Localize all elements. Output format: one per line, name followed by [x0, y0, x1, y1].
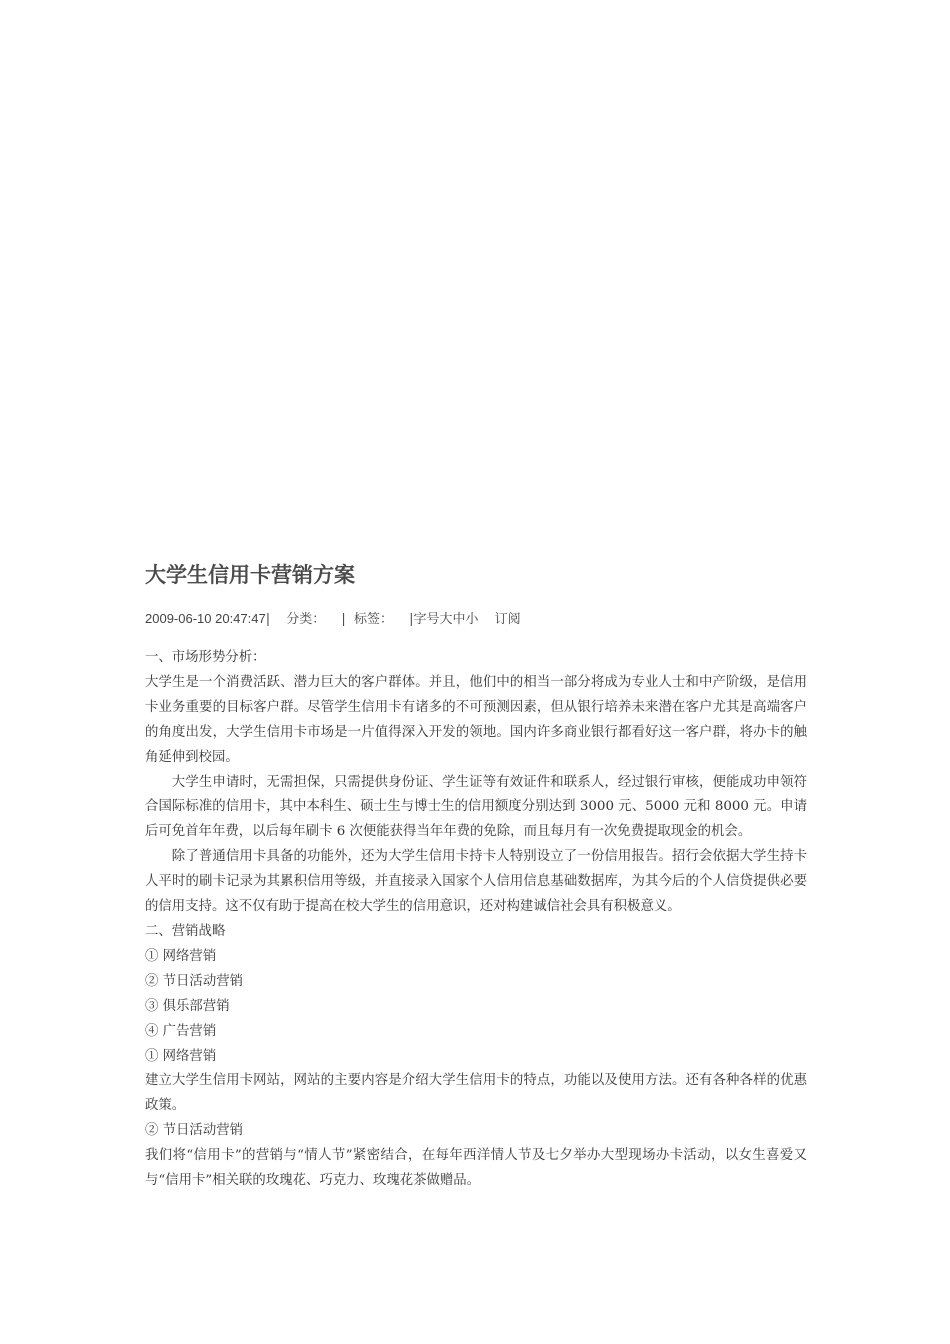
article-meta	[145, 608, 807, 630]
body-paragraph: ③ 俱乐部营销	[145, 998, 230, 1014]
post-datetime: 2009-06-10 20:47:47	[145, 611, 266, 626]
category-label[interactable]: 分类：	[286, 612, 326, 627]
body-paragraph: 大学生是一个消费活跃、潜力巨大的客户群体。并且，他们中的相当一部分将成为专业人士和中产阶级，是信用卡业务重要的目标客户群。尽管学生信用卡有诸多的不可预测因素，但从银行培养未来潜在客户尤其是高端客户的角度出发，大学生信用卡市场是一片值得深入开发的领地。国内许多商业银行都看好这一客户群，将办卡的触角延伸到校园。	[145, 674, 807, 765]
body-paragraph: ① 网络营销	[145, 948, 217, 964]
body-paragraph: ② 节日活动营销	[145, 973, 243, 989]
article-body	[145, 646, 807, 1194]
body-paragraph: 我们将“信用卡”的营销与“情人节”紧密结合，在每年西洋情人节及七夕举办大型现场办卡活动，以女生喜爱又与“信用卡”相关联的玫瑰花、巧克力、玫瑰花茶做赠品。	[145, 1148, 807, 1189]
body-paragraph: ① 网络营销	[145, 1048, 217, 1064]
body-paragraph: 二、营销战略	[145, 923, 226, 939]
meta-separator: |	[341, 612, 346, 627]
tags-label[interactable]: 标签：	[353, 612, 393, 627]
body-paragraph: 大学生申请时，无需担保，只需提供身份证、学生证等有效证件和联系人，经过银行审核，便能成功申领符合国际标准的信用卡，其中本科生、硕士生与博士生的信用额度分别达到 3000 元、5000 元和 8000 元。申请后可免首年年费，以后每年刷卡 6 次便能获得当年年费的免除，而且每月有一次免费提取现金的机会。	[145, 774, 807, 840]
body-paragraph: ② 节日活动营销	[145, 1123, 243, 1139]
meta-separator: |	[265, 612, 271, 627]
body-paragraph: ④ 广告营销	[145, 1023, 217, 1039]
body-paragraph: 除了普通信用卡具备的功能外，还为大学生信用卡持卡人特别设立了一份信用报告。招行会依据大学生持卡人平时的刷卡记录为其累积信用等级，并直接录入国家个人信用信息基础数据库，为其今后的个人信贷提供必要的信用支持。这不仅有助于提高在校大学生的信用意识，还对构建诚信社会具有积极意义。	[145, 849, 807, 915]
font-size-switch[interactable]: 字号大中小	[413, 612, 479, 627]
subscribe-link[interactable]: 订阅	[494, 612, 521, 627]
article-title: 大学生信用卡营销方案	[145, 563, 355, 587]
body-paragraph: 一、市场形势分析：	[145, 650, 266, 665]
body-paragraph: 建立大学生信用卡网站，网站的主要内容是介绍大学生信用卡的特点，功能以及使用方法。还有各种各样的优惠政策。	[145, 1073, 807, 1114]
article	[145, 558, 807, 1194]
meta-separator: |	[409, 612, 414, 627]
